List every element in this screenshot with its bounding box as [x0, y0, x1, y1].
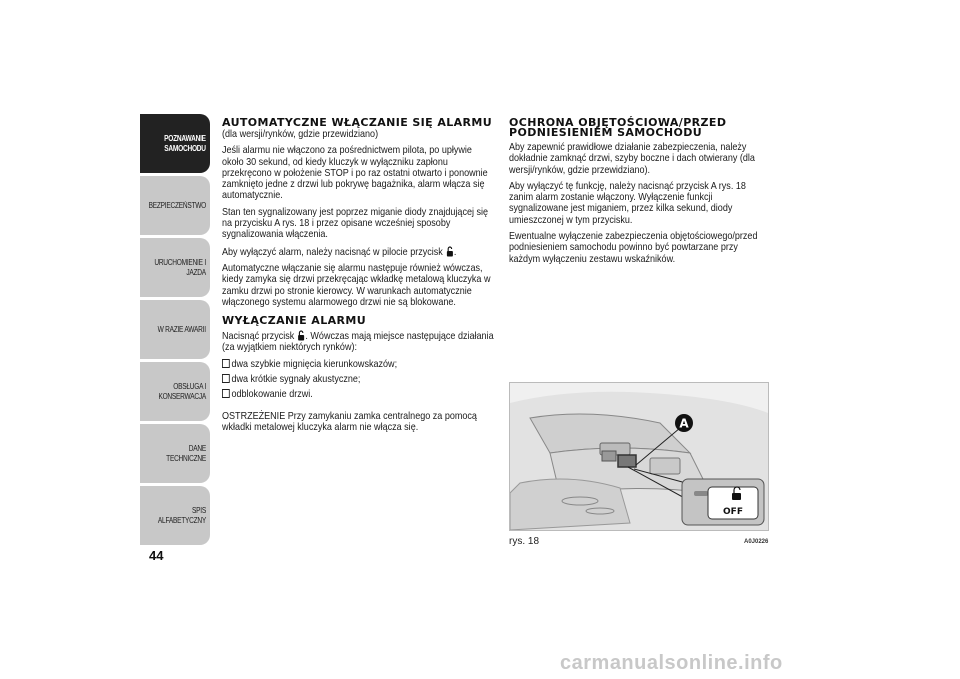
tab-dane-techniczne[interactable]: DANE TECHNICZNE — [140, 424, 210, 483]
tab-w-razie-awarii[interactable]: W RAZIE AWARII — [140, 300, 210, 359]
paragraph: Aby zapewnić prawidłowe działanie zabezpieczenia, należy dokładnie zamknąć drzwi, szyby boczne i dach otwierany (dla wersji/rynków, gdzie przewidziano). — [509, 141, 755, 176]
heading-disarm: WYŁĄCZANIE ALARMU — [222, 314, 367, 328]
checkbox-bullet-icon — [222, 374, 230, 383]
roof-console-illustration — [510, 383, 768, 530]
heading-automatic-alarm: AUTOMATYCZNE WŁĄCZANIE SIĘ ALARMU — [222, 116, 493, 129]
figure-roof-console — [509, 382, 769, 531]
callout-label: A — [679, 416, 689, 431]
list-item: dwa szybkie mignięcia kierunkowskazów; — [222, 359, 495, 370]
watermark: carmanualsonline.info — [560, 652, 783, 674]
tab-spis-alfabetyczny[interactable]: SPIS ALFABETYCZNY — [140, 486, 210, 545]
right-column — [509, 118, 771, 270]
warning-paragraph: OSTRZEŻENIE Przy zamykaniu zamka centralnego za pomocą wkładki metalowej kluczyka alarm nie włącza się. — [222, 409, 477, 433]
tab-uruchomienie-jazda[interactable]: URUCHOMIENIE I JAZDA — [140, 238, 210, 297]
off-button-label: OFF — [723, 507, 743, 517]
unlock-icon — [446, 246, 453, 257]
paragraph: Jeśli alarmu nie włączono za pośrednictwem pilota, po upływie około 30 sekund, od kiedy kluczyk w wyłączniku zapłonu przekręcono w położenie STOP i po raz ostatni otwarto i ponownie zamknięto jedne z drzwi lub pokrywę bagażnika, alarm włącza się automatycznie. — [222, 144, 488, 202]
paragraph: Nacisnąć przycisk . Wówczas mają miejsce następujące działania (za wyjątkiem niektórych rynków): — [222, 330, 494, 354]
chapter-sidebar — [140, 114, 210, 550]
paragraph: Aby wyłączyć alarm, należy nacisnąć w pilocie przycisk . — [222, 245, 457, 258]
paragraph: Ewentualne wyłączenie zabezpieczenia objętościowego/przed podniesieniem samochodu powinno być powtarzane przy każdym wyłączeniu zestawu wskaźników. — [509, 230, 758, 265]
tab-poznawanie-samochodu[interactable]: POZNAWANIE SAMOCHODU — [140, 114, 210, 173]
checkbox-bullet-icon — [222, 389, 230, 398]
list-item: dwa krótkie sygnały akustyczne; — [222, 374, 495, 385]
paragraph: Automatyczne włączanie się alarmu następuje również wówczas, kiedy zamyka się drzwi przekręcając wkładkę metalową kluczyka w zamku drzwi po stronie kierowcy. W warunkach automatycznie włączonego systemu alarmowego drzwi nie są blokowane. — [222, 261, 491, 308]
tab-bezpieczenstwo[interactable]: BEZPIECZEŃSTWO — [140, 176, 210, 235]
paragraph: Stan ten sygnalizowany jest poprzez miganie diody znajdującej się na przycisku A rys. 18 i przez opisane wcześniej sposoby sygnalizowania włączenia. — [222, 205, 489, 241]
checkbox-bullet-icon — [222, 359, 230, 368]
heading-volumetric-protection: OCHRONA OBJĘTOŚCIOWA/PRZED PODNIESIENIEM SAMOCHODU — [509, 116, 727, 139]
figure-caption: rys. 18 — [509, 536, 540, 547]
tab-obsluga-konserwacja[interactable]: OBSŁUGA I KONSERWACJA — [140, 362, 210, 421]
left-column — [222, 118, 496, 438]
paragraph: Aby wyłączyć tę funkcję, należy nacisnąć przycisk A rys. 18 zanim alarm zostanie włączony. Wyłączenie funkcji sygnalizowane jest miganiem, przez kilka sekund, diody umieszczonej w tym przycisku. — [509, 179, 746, 226]
unlock-icon — [298, 330, 305, 341]
figure-code: A0J0226 — [744, 539, 769, 545]
list-item: odblokowanie drzwi. — [222, 389, 495, 400]
paragraph: (dla wersji/rynków, gdzie przewidziano) — [222, 128, 379, 140]
page-number: 44 — [149, 548, 164, 563]
